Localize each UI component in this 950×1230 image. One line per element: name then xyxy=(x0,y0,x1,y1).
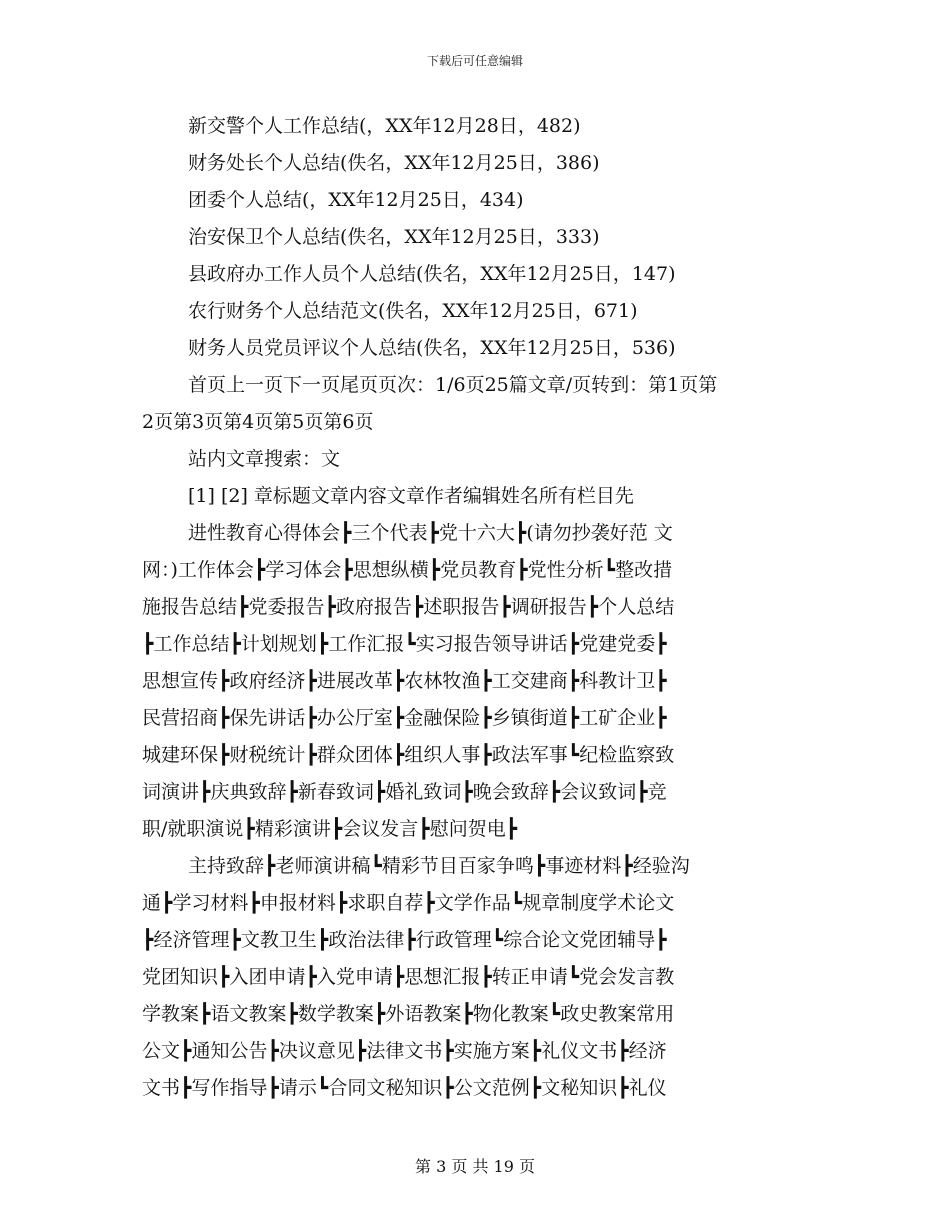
text-line: 思想宣传┣政府经济┣进展改革┣农林牧渔┣工交建商┣科教计卫┣ xyxy=(142,670,667,692)
text-line: 财务人员党员评议个人总结(佚名，XX年12月25日，536) xyxy=(188,337,676,359)
text-line: 党团知识┣入团申请┣入党申请┣思想汇报┣转正申请┗党会发言教 xyxy=(142,966,675,988)
text-line: [1] [2] 章标题文章内容文章作者编辑姓名所有栏目先 xyxy=(188,485,634,507)
text-line: 文书┣写作指导┣请示┗合同文秘知识┣公文范例┣文秘知识┣礼仪 xyxy=(142,1077,667,1099)
text-line: 学教案┣语文教案┣数学教案┣外语教案┣物化教案┗政史教案常用 xyxy=(142,1003,675,1025)
text-line: 进性教育心得体会┣三个代表┣党十六大┣(请勿抄袭好范 文 xyxy=(188,522,673,544)
text-line: 治安保卫个人总结(佚名，XX年12月25日，333) xyxy=(188,226,600,248)
text-line: 站内文章搜索：文 xyxy=(188,448,341,470)
text-line: 民营招商┣保先讲话┣办公厅室┣金融保险┣乡镇街道┣工矿企业┣ xyxy=(142,707,667,729)
text-line: 网：)工作体会┣学习体会┣思想纵横┣党员教育┣党性分析┗整改措 xyxy=(142,559,673,581)
text-line: 县政府办工作人员个人总结(佚名，XX年12月25日，147) xyxy=(188,263,676,285)
page-header: 下载后可任意编辑 xyxy=(426,54,523,68)
text-line: 城建环保┣财税统计┣群众团体┣组织人事┣政法军事┗纪检监察致 xyxy=(142,744,675,766)
text-line: 通┣学习材料┣申报材料┣求职自荐┣文学作品┗规章制度学术论文 xyxy=(142,892,675,914)
text-line: 2页第3页第4页第5页第6页 xyxy=(142,411,374,433)
text-line: 新交警个人工作总结(，XX年12月28日，482) xyxy=(188,115,581,137)
text-line: 首页上一页下一页尾页页次：1/6页25篇文章/页转到：第1页第 xyxy=(188,374,718,396)
text-line: 财务处长个人总结(佚名，XX年12月25日，386) xyxy=(188,152,600,174)
text-line: ┣工作总结┣计划规划┣工作汇报┗实习报告领导讲话┣党建党委┣ xyxy=(142,633,667,655)
text-line: ┣经济管理┣文教卫生┣政治法律┣行政管理┗综合论文党团辅导┣ xyxy=(142,929,667,951)
text-line: 施报告总结┣党委报告┣政府报告┣述职报告┣调研报告┣个人总结 xyxy=(142,596,675,618)
text-line: 团委个人总结(，XX年12月25日，434) xyxy=(188,189,524,211)
text-line: 农行财务个人总结范文(佚名，XX年12月25日，671) xyxy=(188,300,638,322)
text-line: 职/就职演说┣精彩演讲┣会议发言┣慰问贺电┣ xyxy=(142,818,518,840)
text-line: 公文┣通知公告┣决议意见┣法律文书┣实施方案┣礼仪文书┣经济 xyxy=(142,1040,667,1062)
text-line: 词演讲┣庆典致辞┣新春致词┣婚礼致词┣晚会致辞┣会议致词┣竞 xyxy=(142,781,667,803)
page-footer: 第 3 页 共 19 页 xyxy=(415,1157,535,1176)
text-line: 主持致辞┣老师演讲稿┗精彩节目百家争鸣┣事迹材料┣经验沟 xyxy=(188,855,690,877)
document-body xyxy=(142,108,806,1107)
